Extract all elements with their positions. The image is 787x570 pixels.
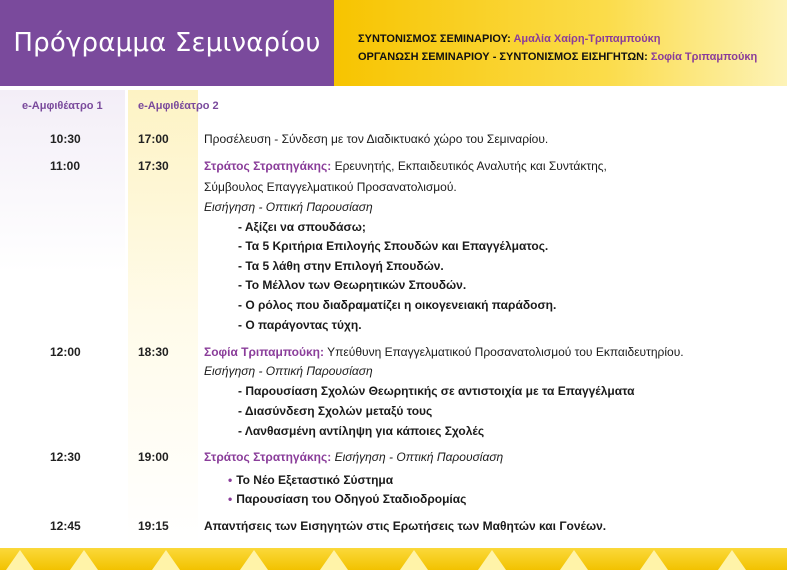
hall2-time: 17:00 <box>138 132 169 146</box>
speaker-name: Στράτος Στρατηγάκης: <box>204 450 332 464</box>
triangle-decoration-icon <box>152 550 180 570</box>
topic-item: - Ο ρόλος που διαδραματίζει η οικογενειακή παράδοση. <box>238 298 557 312</box>
hall1-time: 12:45 <box>50 519 81 533</box>
hall2-time: 19:00 <box>138 450 169 464</box>
speaker-name: Σοφία Τριπαμπούκη: <box>204 345 325 359</box>
hall1-time: 12:00 <box>50 345 81 359</box>
session-speaker-line <box>204 450 503 464</box>
coordination-banner <box>334 0 787 86</box>
topic-item <box>228 473 393 487</box>
hall2-time: 18:30 <box>138 345 169 359</box>
triangle-decoration-icon <box>6 550 34 570</box>
coordination-label: ΣΥΝΤΟΝΙΣΜΟΣ ΣΕΜΙΝΑΡΙΟΥ: <box>358 33 511 45</box>
bullet-dot-icon: • <box>228 492 233 506</box>
page-title: Πρόγραμμα Σεμιναρίου <box>13 28 321 58</box>
session-text: Απαντήσεις των Εισηγητών στις Ερωτήσεις των Μαθητών και Γονέων. <box>204 519 607 533</box>
topic-item: - Τα 5 Κριτήρια Επιλογής Σπουδών και Επαγγέλματος. <box>238 239 549 253</box>
hall1-time: 12:30 <box>50 450 81 464</box>
hall2-header: e-Αμφιθέατρο 2 <box>138 100 219 112</box>
hall1-header: e-Αμφιθέατρο 1 <box>22 100 103 112</box>
title-banner <box>0 0 334 86</box>
session-speaker-line <box>204 345 684 359</box>
triangle-decoration-icon <box>718 550 746 570</box>
organization-line <box>358 51 757 63</box>
topic-item: - Το Μέλλον των Θεωρητικών Σπουδών. <box>238 278 467 292</box>
coordination-line <box>358 33 661 45</box>
session-subtitle: Εισήγηση - Οπτική Παρουσίαση <box>331 450 504 464</box>
speaker-name: Στράτος Στρατηγάκης: <box>204 159 332 173</box>
topic-text: Παρουσίαση του Οδηγού Σταδιοδρομίας <box>236 492 467 506</box>
topic-item: - Τα 5 λάθη στην Επιλογή Σπουδών. <box>238 259 444 273</box>
topic-item: - Αξίζει να σπουδάσω; <box>238 220 366 234</box>
session-subtitle: Εισήγηση - Οπτική Παρουσίαση <box>204 200 373 214</box>
speaker-description: Ερευνητής, Εκπαιδευτικός Αναλυτής και Συντάκτης, <box>331 159 607 173</box>
organization-label: ΟΡΓΑΝΩΣΗ ΣΕΜΙΝΑΡΙΟΥ - ΣΥΝΤΟΝΙΣΜΟΣ ΕΙΣΗΓΗΤΩΝ: <box>358 51 648 63</box>
topic-item: - Λανθασμένη αντίληψη για κάποιες Σχολές <box>238 424 485 438</box>
triangle-decoration-icon <box>240 550 268 570</box>
session-speaker-line <box>204 159 607 173</box>
triangle-decoration-icon <box>400 550 428 570</box>
hall2-time: 17:30 <box>138 159 169 173</box>
topic-text: Το Νέο Εξεταστικό Σύστημα <box>236 473 394 487</box>
session-text: Προσέλευση - Σύνδεση με τον Διαδικτυακό χώρο του Σεμιναρίου. <box>204 132 549 146</box>
triangle-decoration-icon <box>640 550 668 570</box>
topic-item: - Παρουσίαση Σχολών Θεωρητικής σε αντιστοιχία με τα Επαγγέλματα <box>238 384 635 398</box>
bullet-dot-icon: • <box>228 473 233 487</box>
coordination-name: Αμαλία Χαίρη-Τριπαμπούκη <box>513 33 661 45</box>
topic-item: - Ο παράγοντας τύχη. <box>238 318 362 332</box>
footer-band <box>0 548 787 570</box>
speaker-description: Υπεύθυνη Επαγγελματικού Προσανατολισμού του Εκπαιδευτηρίου. <box>324 345 684 359</box>
triangle-decoration-icon <box>560 550 588 570</box>
triangle-decoration-icon <box>70 550 98 570</box>
topic-item <box>228 492 466 506</box>
organization-name: Σοφία Τριπαμπούκη <box>650 51 758 63</box>
session-subtitle: Εισήγηση - Οπτική Παρουσίαση <box>204 364 373 378</box>
hall1-time: 11:00 <box>50 159 81 173</box>
hall1-time: 10:30 <box>50 132 81 146</box>
triangle-decoration-icon <box>478 550 506 570</box>
topic-item: - Διασύνδεση Σχολών μεταξύ τους <box>238 404 433 418</box>
hall2-time: 19:15 <box>138 519 169 533</box>
speaker-description-cont: Σύμβουλος Επαγγελματικού Προσανατολισμού. <box>204 180 457 194</box>
triangle-decoration-icon <box>320 550 348 570</box>
